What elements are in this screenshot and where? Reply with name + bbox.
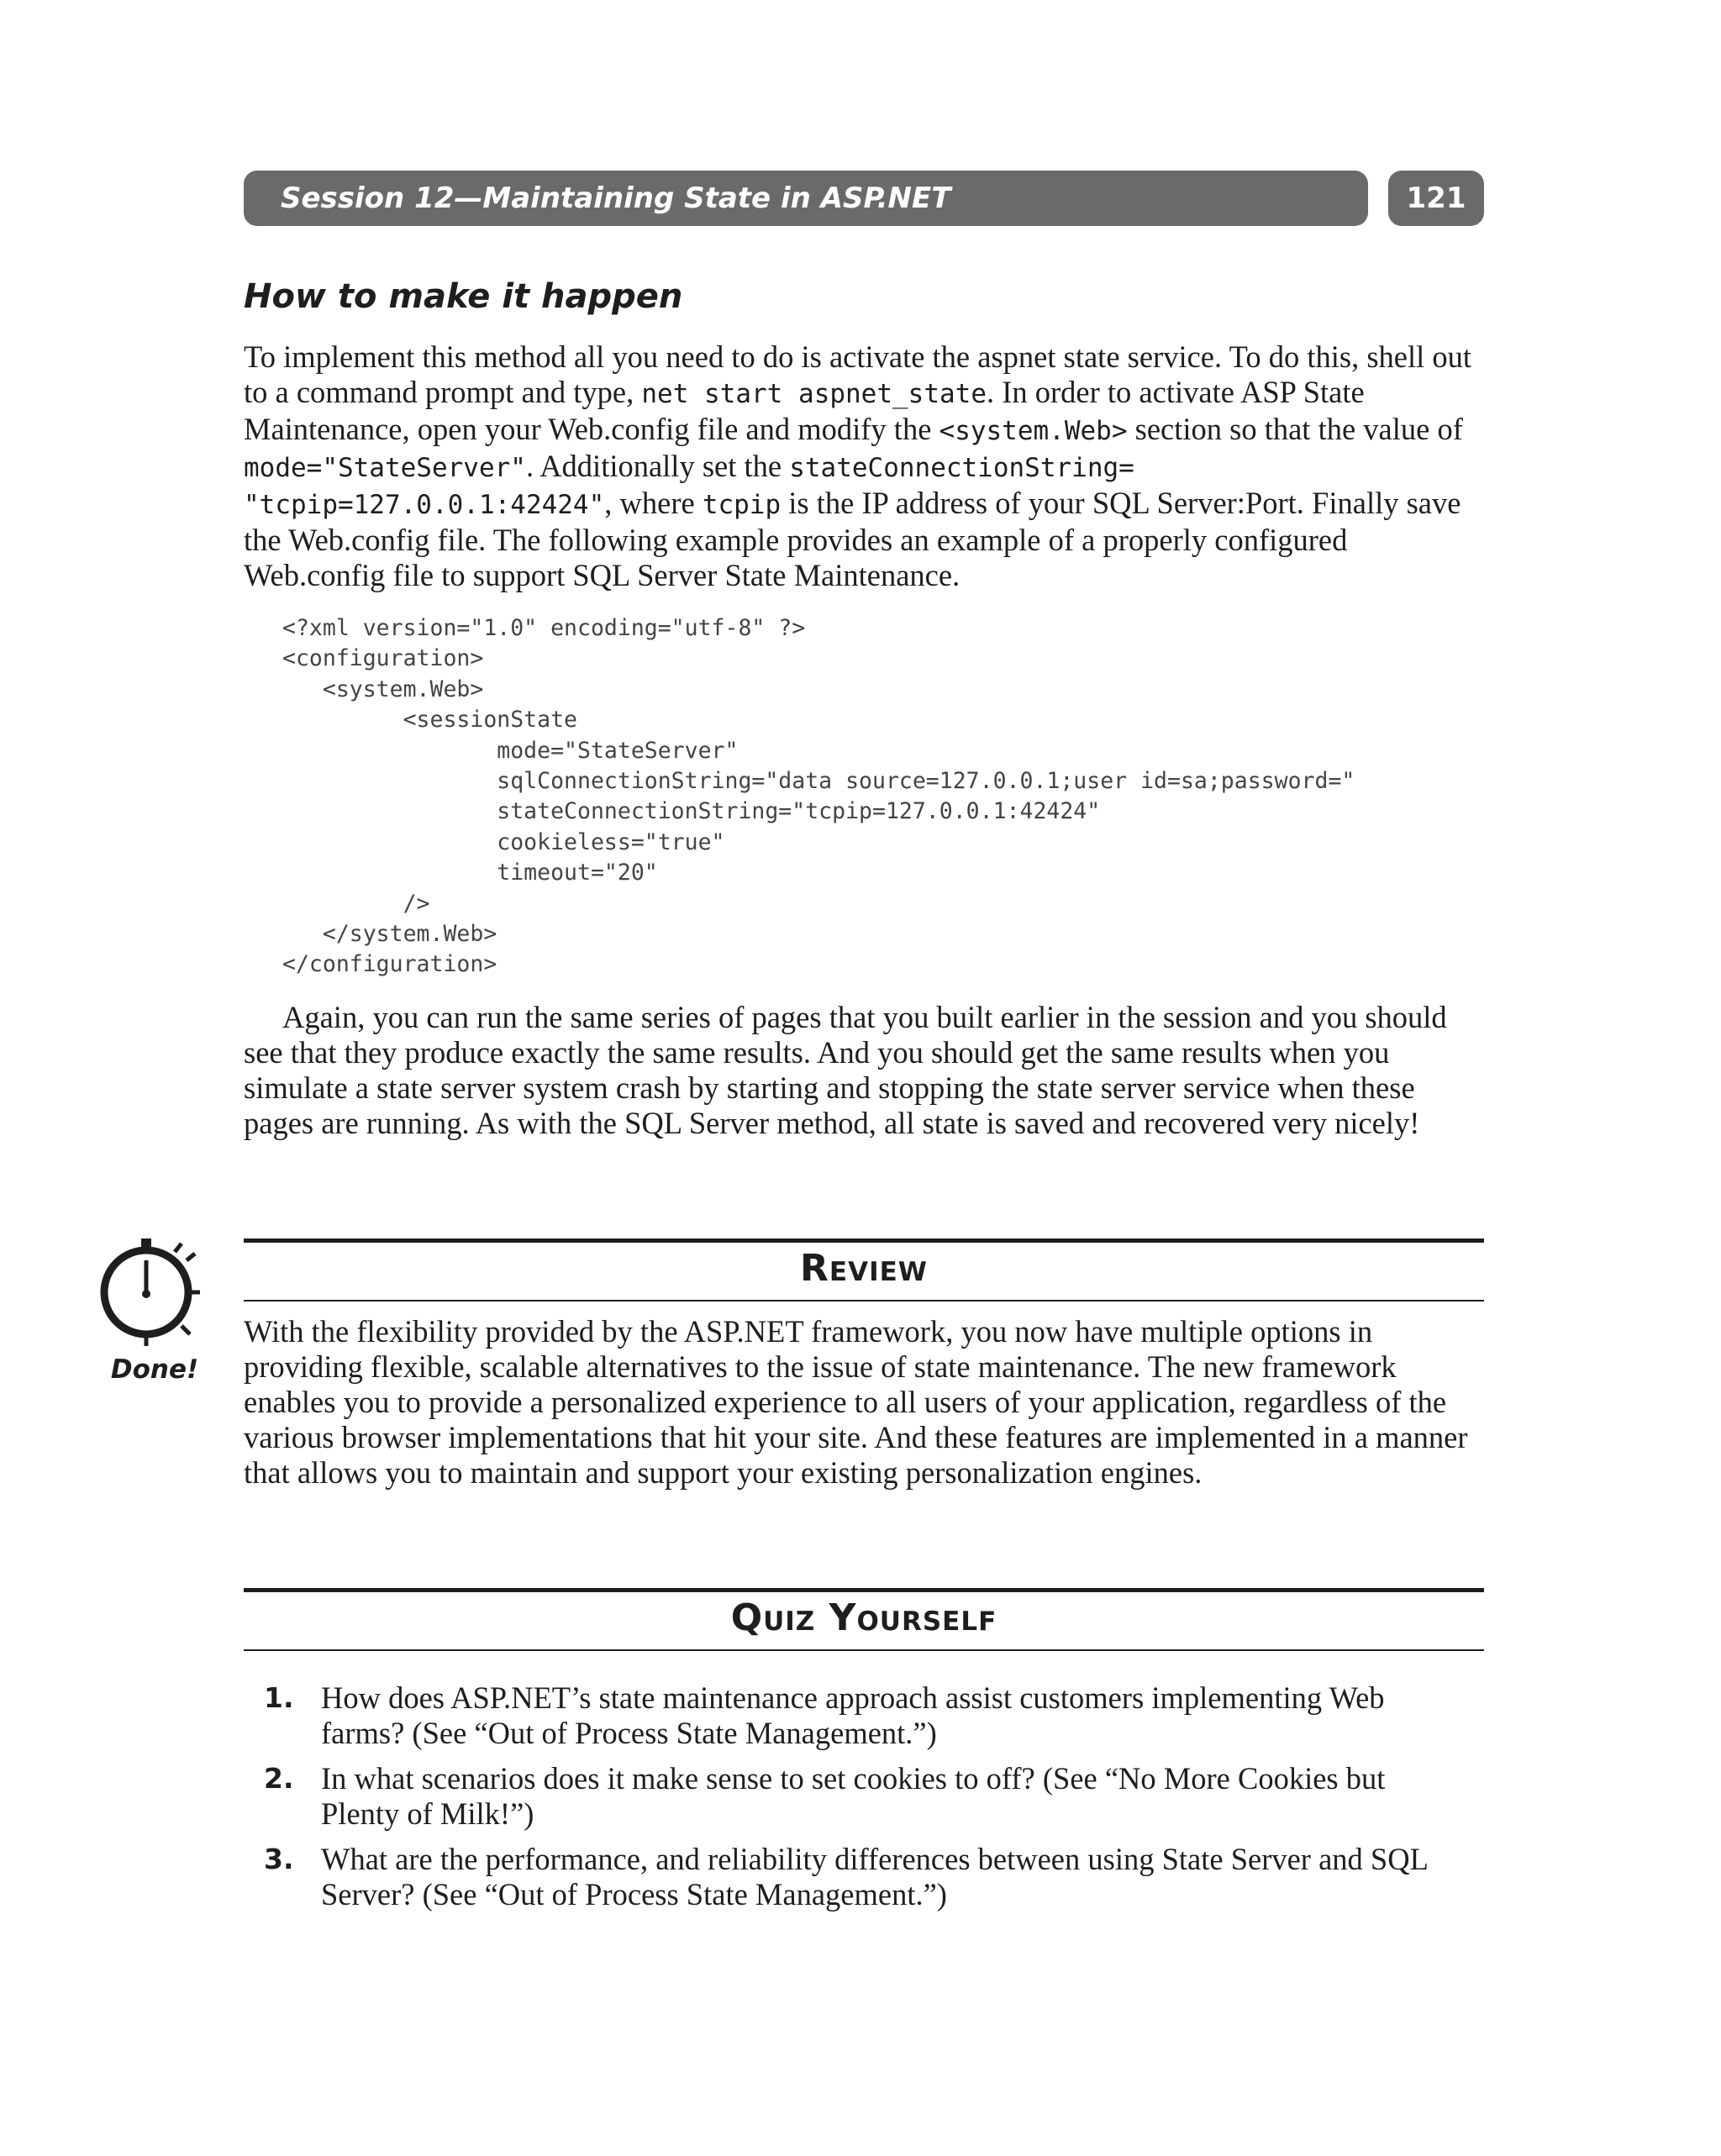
review-paragraph: With the flexibility provided by the ASP.NET framework, you now have multiple options in providing flexible, scalable alternatives to the issue of state maintenance. The new framework enables you to provide a personalized experience to all users of your application, regardless of the various browser implementations that hit your site. And these features are implemented in a manner that allows you to maintain and support your existing personalization engines.: [244, 1314, 1468, 1490]
review-bottom-rule: [244, 1300, 1484, 1301]
quiz-item-number: 1.: [264, 1681, 294, 1714]
quiz-item-text: How does ASP.NET’s state maintenance approach assist customers implementing Web farms? (See “Out of Process State Management.”): [321, 1680, 1385, 1750]
quiz-item-number: 2.: [264, 1762, 294, 1795]
quiz-item: [244, 1842, 1437, 1912]
quiz-title: Quiz Yourself: [730, 1596, 997, 1639]
intro-text-4: . Additionally set the: [525, 449, 790, 483]
quiz-item-number: 3.: [264, 1843, 294, 1875]
code-system-web: <system.Web>: [939, 416, 1128, 446]
code-mode-stateserver: mode="StateServer": [244, 453, 526, 483]
subheading-how-to-make-it-happen: How to make it happen: [244, 277, 683, 316]
quiz-item: [244, 1761, 1437, 1832]
intro-text-5: , where: [604, 486, 703, 520]
intro-text-2: . In order to activate ASP State Maintenance, open your Web.config file and modify the: [244, 375, 1365, 446]
command-net-start: net start aspnet_state: [641, 379, 987, 409]
running-header-title: Session 12—Maintaining State in ASP.NET: [281, 181, 951, 215]
results-paragraph: Again, you can run the same series of pages that you built earlier in the session and you should see that they produce exactly the same results. And you should get the same results when you simulate a state server system crash by starting and stopping the state server service when these pages are running. As with the SQL Server method, all state is saved and recovered very nicely!: [244, 1000, 1447, 1140]
webconfig-code-listing: <?xml version="1.0" encoding="utf-8" ?> <configuration> <system.Web> <sessionState mode="StateServer" sqlConnectionString="data source=127.0.0.1;user id=sa;password=" stateConnectionString="tcpip=127.0.0.1:42424" cookieless="true" timeout="20" /> </system.Web> </configuration>: [282, 615, 1355, 978]
quiz-bottom-rule: [244, 1649, 1484, 1651]
quiz-item-text: In what scenarios does it make sense to set cookies to off? (See “No More Cookies but Plenty of Milk!”): [321, 1761, 1386, 1831]
done-label: Done!: [110, 1354, 199, 1385]
quiz-list: [244, 1680, 1437, 1922]
intro-paragraph: [244, 339, 1486, 593]
stopwatch-icon: [94, 1235, 208, 1349]
intro-text-3: section so that the value of: [1127, 412, 1463, 446]
code-state-connection-string: stateConnectionString= "tcpip=127.0.0.1:42424": [244, 453, 1134, 520]
review-top-rule: [244, 1238, 1484, 1243]
code-tcpip: tcpip: [702, 490, 782, 520]
running-header: [244, 171, 1368, 226]
intro-text-6: is the IP address of your SQL Server:Port. Finally save the Web.config file. The following example provides an example of a properly configured Web.config file to support SQL Server State Maintenance.: [244, 486, 1461, 592]
quiz-top-rule: [244, 1588, 1484, 1592]
page-number: 121: [1388, 171, 1484, 226]
intro-text-1: To implement this method all you need to do is activate the aspnet state service. To do this, shell out to a command prompt and type,: [244, 339, 1472, 409]
review-title: Review: [800, 1247, 928, 1290]
quiz-item: [244, 1680, 1437, 1751]
quiz-item-text: What are the performance, and reliability differences between using State Server and SQL Server? (See “Out of Process State Management.”): [321, 1842, 1428, 1911]
